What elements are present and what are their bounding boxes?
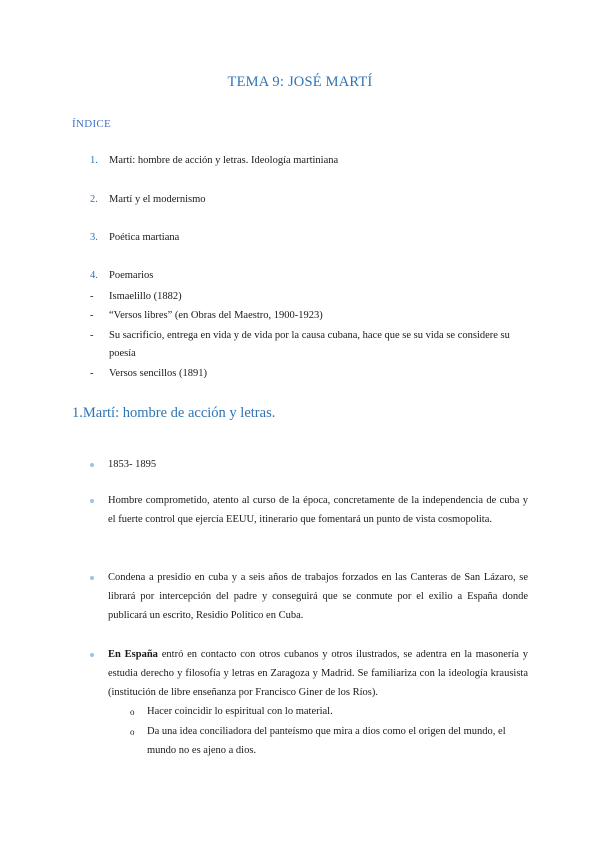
poemario-item <box>90 307 530 325</box>
index-item-text: Poética martiana <box>109 232 180 243</box>
circle-marker-icon: o <box>130 727 135 737</box>
index-item-number: 4. <box>90 270 98 281</box>
poemario-text: Ismaelillo (1882) <box>109 291 182 302</box>
bullet-bold-text: En España <box>108 649 158 660</box>
sub-bullet-text: Da una idea conciliadora del panteísmo que mira a dios como el origen del mundo, el mundo no es ajeno a dios. <box>147 726 506 756</box>
index-item <box>90 155 338 166</box>
sub-bullet-item <box>130 723 528 761</box>
bullet-dot-icon <box>90 576 94 580</box>
index-item-text: Martí y el modernismo <box>109 194 206 205</box>
dash-marker: - <box>90 368 94 379</box>
dash-marker: - <box>90 330 94 341</box>
poemario-text: Su sacrificio, entrega en vida y de vida por la causa cubana, hace que se su vida se considere su poesía <box>109 330 510 359</box>
index-item-number: 1. <box>90 155 98 166</box>
bullet-item <box>90 492 528 530</box>
bullet-dot-icon <box>90 463 94 467</box>
index-item <box>90 232 179 243</box>
section-heading: 1.Martí: hombre de acción y letras. <box>72 405 276 421</box>
index-item-number: 2. <box>90 194 98 205</box>
bullet-dot-icon <box>90 653 94 657</box>
index-item-text: Martí: hombre de acción y letras. Ideología martiniana <box>109 155 339 166</box>
dash-marker: - <box>90 291 94 302</box>
bullet-text: Hombre comprometido, atento al curso de la época, concretamente de la independencia de cuba y el fuerte control que ejercía EEUU, itinerario que fomentará un punto de vista cosmopolita. <box>108 495 528 525</box>
bullet-item <box>90 646 528 702</box>
bullet-text: Condena a presidio en cuba y a seis años de trabajos forzados en las Canteras de San Lázaro, se librará por intercepción del padre y conseguirá que se conmute por el exilio a España donde publicará un escrito, Residio Político en Cuba. <box>108 572 528 621</box>
poemario-item <box>90 327 530 363</box>
index-item-number: 3. <box>90 232 98 243</box>
sub-bullet-item <box>130 703 528 722</box>
index-heading: ÍNDICE <box>72 118 112 130</box>
dash-marker: - <box>90 310 94 321</box>
bullet-dot-icon <box>90 499 94 503</box>
poemario-text: “Versos libres” (en Obras del Maestro, 1900-1923) <box>109 310 323 321</box>
poemario-text: Versos sencillos (1891) <box>109 368 207 379</box>
bullet-item <box>90 456 528 475</box>
bullet-item <box>90 569 528 625</box>
index-item <box>90 194 206 205</box>
index-item-text: Poemarios <box>109 270 154 281</box>
poemario-item <box>90 288 530 306</box>
circle-marker-icon: o <box>130 707 135 717</box>
poemario-item <box>90 365 530 383</box>
index-item <box>90 270 153 281</box>
bullet-text: entró en contacto con otros cubanos y otros ilustrados, se adentra en la masonería y estudia derecho y filosofía y letras en Zaragoza y Madrid. Se familiariza con la ideología krausista (institución de libre enseñanza por Francisco Giner de los Ríos). <box>108 649 528 698</box>
sub-bullet-text: Hacer coincidir lo espiritual con lo material. <box>147 706 333 717</box>
bullet-text: 1853- 1895 <box>108 459 157 470</box>
document-title: TEMA 9: JOSÉ MARTÍ <box>227 74 373 90</box>
